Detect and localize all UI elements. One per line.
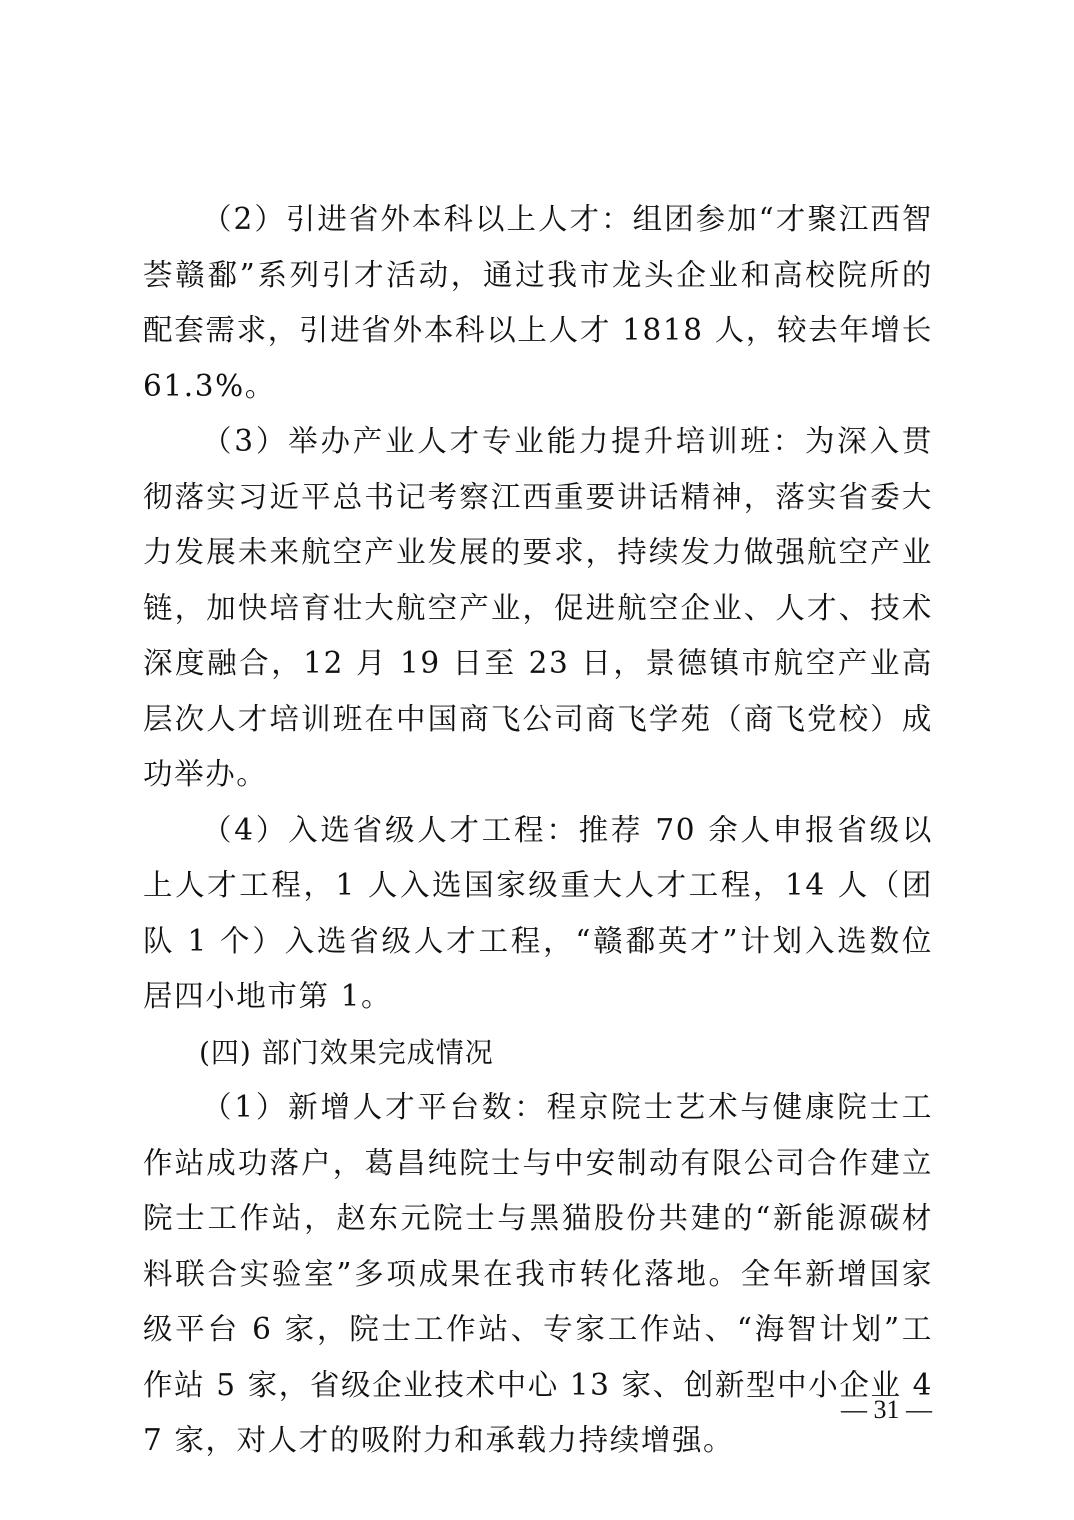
paragraph-talent-introduction: （2）引进省外本科以上人才：组团参加“才聚江西智荟赣鄱”系列引才活动，通过我市龙头企业和高校院所的配套需求，引进省外本科以上人才 1818 人，较去年增长 61.3%。: [143, 202, 933, 403]
paragraph-talent-platforms: （1）新增人才平台数：程京院士艺术与健康院士工作站成功落户，葛昌纯院士与中安制动有限公司合作建立院士工作站，赵东元院士与黑猫股份共建的“新能源碳材料联合实验室”多项成果在我市转化落地。全年新增国家级平台 6 家，院士工作站、专家工作站、“海智计划”工作站 5 家，省级企业技术中心 13 家、创新型中小企业 47 家，对人才的吸附力和承载力持续增强。: [143, 1090, 933, 1457]
document-body: [143, 192, 933, 1469]
paragraph-training-class: （3）举办产业人才专业能力提升培训班：为深入贯彻落实习近平总书记考察江西重要讲话精神，落实省委大力发展未来航空产业发展的要求，持续发力做强航空产业链，加快培育壮大航空产业，促进航空企业、人才、技术深度融合，12 月 19 日至 23 日，景德镇市航空产业高层次人才培训班在中国商飞公司商飞学苑（商飞党校）成功举办。: [143, 424, 933, 791]
paragraph-provincial-talent-project: （4）入选省级人才工程：推荐 70 余人申报省级以上人才工程，1 人入选国家级重大人才工程，14 人（团队 1 个）入选省级人才工程，“赣鄱英才”计划入选数位居四小地市第 1。: [143, 812, 933, 1013]
page-number: — 31 —: [841, 1395, 932, 1424]
section-heading: (四) 部门效果完成情况: [199, 1035, 494, 1069]
